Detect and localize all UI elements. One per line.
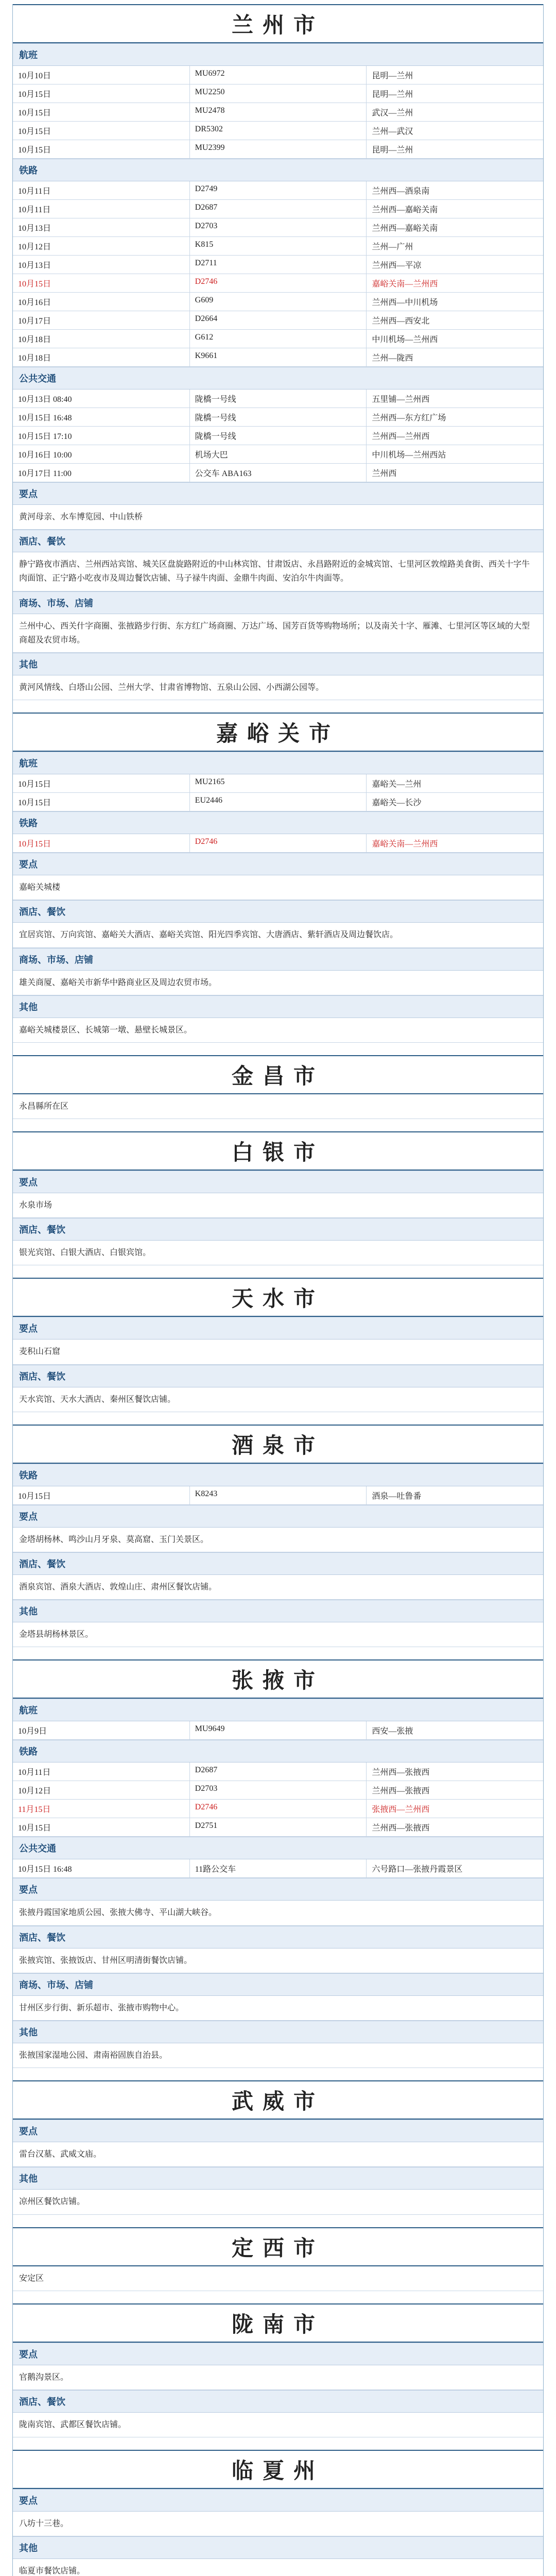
rail-route: 酒泉—吐鲁番 [372,1492,422,1501]
rail-date: 10月18日 [13,330,190,348]
bus-route: 兰州西—兰州西 [372,432,430,441]
section-text: 嘉峪关城楼 [13,875,543,900]
rail-date: 10月11日 [13,200,190,218]
flight-route: 嘉峪关—兰州 [372,780,422,789]
spacer [13,1265,543,1278]
rail-date: 10月11日 [13,181,190,199]
rail-date: 10月17日 [13,311,190,329]
city-title: 兰州市 [13,4,543,43]
spacer [13,2068,543,2080]
section-text: 银光宾馆、白银大酒店、白银宾馆。 [13,1241,543,1265]
section-label: 酒店、餐饮 [13,1926,543,1948]
bus-code: 机场大巴 [190,445,367,463]
city-title: 白银市 [13,1131,543,1171]
rail-date: 10月18日 [13,348,190,366]
rail-row [13,1800,543,1818]
rail-date: 10月13日 [13,218,190,236]
bus-date: 10月15日 16:48 [13,408,190,426]
city-title: 天水市 [13,1278,543,1317]
bus-date: 10月16日 10:00 [13,445,190,463]
bus-code: 公交车 ABA163 [190,464,367,482]
rail-code: D2746 [190,274,367,292]
bus-header: 公共交通 [13,1837,543,1859]
rail-header: 铁路 [13,1740,543,1762]
city-title: 武威市 [13,2080,543,2120]
city-section [13,1131,543,1278]
rail-date: 11月15日 [13,1800,190,1818]
bus-code: 11路公交车 [190,1859,367,1877]
rail-code: D2751 [190,1818,367,1836]
rail-date: 10月15日 [13,274,190,292]
flight-header: 航班 [13,752,543,774]
rail-route: 兰州西—张掖西 [372,1768,430,1777]
city-section [13,2450,543,2576]
city-section [13,2080,543,2227]
section-text: 安定区 [13,2266,543,2291]
flight-date: 10月15日 [13,140,190,158]
flight-row [13,793,543,811]
rail-header: 铁路 [13,159,543,181]
flight-code: MU2399 [190,140,367,158]
city-section [13,1278,543,1424]
section-text: 天水宾馆、天水大酒店、秦州区餐饮店铺。 [13,1387,543,1412]
rail-row [13,293,543,311]
rail-header: 铁路 [13,1464,543,1486]
section-text: 陇南宾馆、武都区餐饮店铺。 [13,2413,543,2437]
section-text: 张掖国家湿地公园、肃南裕固族自治县。 [13,2043,543,2068]
flight-row [13,140,543,159]
flight-date: 10月9日 [13,1721,190,1739]
rail-route: 兰州西—平凉 [372,261,422,270]
flight-row [13,774,543,793]
rail-row [13,181,543,200]
rail-row [13,237,543,256]
rail-date: 10月11日 [13,1762,190,1781]
spacer [13,2215,543,2227]
rail-row [13,1818,543,1837]
flight-code: MU2478 [190,103,367,121]
bus-header: 公共交通 [13,367,543,389]
rail-row [13,256,543,274]
rail-code: K8243 [190,1486,367,1504]
section-label: 酒店、餐饮 [13,1365,543,1387]
section-label: 商场、市场、店铺 [13,591,543,614]
city-section [13,713,543,1055]
rail-row [13,218,543,237]
rail-date: 10月13日 [13,256,190,274]
city-title: 张掖市 [13,1659,543,1699]
itinerary-page [12,4,544,2576]
section-text: 水泉市场 [13,1193,543,1218]
rail-code: D2664 [190,311,367,329]
rail-row [13,1762,543,1781]
section-text: 张掖宾馆、张掖饭店、甘州区明清街餐饮店铺。 [13,1948,543,1973]
rail-route: 嘉峪关南—兰州西 [372,280,438,289]
flight-code: EU2446 [190,793,367,811]
bus-date: 10月17日 11:00 [13,464,190,482]
city-section [13,4,543,713]
rail-route: 嘉峪关南—兰州西 [372,840,438,849]
flight-route: 武汉—兰州 [372,109,413,117]
flight-route: 昆明—兰州 [372,146,413,155]
section-label: 其他 [13,2021,543,2043]
section-text: 麦积山石窟 [13,1340,543,1364]
rail-date: 10月12日 [13,1781,190,1799]
rail-date: 10月15日 [13,1486,190,1504]
section-text: 八坊十三巷。 [13,2512,543,2536]
section-label: 酒店、餐饮 [13,2390,543,2413]
section-text: 官鹅沟景区。 [13,2365,543,2390]
rail-code: D2711 [190,256,367,274]
flight-row [13,1721,543,1740]
city-section [13,1659,543,2080]
section-text: 金塔胡杨林、鸣沙山月牙泉、莫高窟、玉门关景区。 [13,1528,543,1552]
bus-code: 陇橋一号线 [190,389,367,408]
bus-route: 五里铺—兰州西 [372,395,430,404]
rail-code: D2703 [190,218,367,236]
bus-row [13,427,543,445]
section-label: 要点 [13,2489,543,2512]
rail-date: 10月12日 [13,237,190,255]
flight-date: 10月15日 [13,122,190,140]
rail-row [13,274,543,293]
city-title: 酒泉市 [13,1425,543,1464]
rail-route: 兰州西—嘉峪关南 [372,224,438,233]
bus-route: 六号路口—张掖丹霞景区 [372,1865,463,1874]
flight-date: 10月10日 [13,66,190,84]
section-text: 雄关商厦、嘉峪关市新华中路商业区及周边农贸市场。 [13,971,543,995]
rail-route: 张掖西—兰州西 [372,1805,430,1815]
rail-code: G609 [190,293,367,311]
rail-route: 兰州—广州 [372,243,413,251]
rail-route: 兰州—陇西 [372,354,413,363]
spacer [13,700,543,713]
bus-row [13,445,543,464]
flight-code: MU6972 [190,66,367,84]
rail-code: D2746 [190,834,367,852]
rail-route: 兰州西—中川机场 [372,298,438,307]
rail-code: D2749 [190,181,367,199]
city-title: 定西市 [13,2227,543,2266]
section-text: 永昌縣所在区 [13,1094,543,1119]
flight-date: 10月15日 [13,774,190,792]
bus-code: 陇橋一号线 [190,427,367,445]
section-label: 其他 [13,1600,543,1622]
rail-row [13,834,543,853]
flight-row [13,84,543,103]
bus-route: 兰州西—东方红广场 [372,414,446,422]
flight-route: 昆明—兰州 [372,90,413,99]
section-label: 其他 [13,653,543,675]
section-text: 兰州中心、西关什字商圈、张掖路步行街、东方红广场商圈、万达广场、国芳百货等购物场所；以及南关十字、雁滩、七里河区等区域的大型商超及农贸市场。 [13,614,543,653]
section-label: 其他 [13,995,543,1018]
section-text: 静宁路夜市酒店、兰州西站宾馆、城关区盘旋路附近的中山林宾馆、甘肃饭店、永昌路附近的金城宾馆、七里河区敦煌路美食街、西关十字牛肉面馆、正宁路小吃夜市及周边餐饮店铺、马子禄牛肉面、金鼎牛肉面、安泊尔牛肉面等。 [13,552,543,591]
section-text: 黄河母亲、水车博览园、中山铁桥 [13,505,543,530]
section-label: 其他 [13,2167,543,2190]
flight-code: MU9649 [190,1721,367,1739]
city-title: 金昌市 [13,1055,543,1094]
flight-route: 昆明—兰州 [372,72,413,80]
city-section [13,2303,543,2450]
rail-row [13,1781,543,1800]
flight-route: 兰州—武汉 [372,127,413,136]
rail-code: D2687 [190,200,367,218]
section-text: 酒泉宾馆、酒泉大酒店、敦煌山庄、肃州区餐饮店铺。 [13,1575,543,1600]
section-label: 要点 [13,2343,543,2365]
bus-route: 中川机场—兰州西站 [372,451,446,460]
bus-row [13,464,543,482]
rail-route: 中川机场—兰州西 [372,335,438,344]
flight-code: MU2250 [190,84,367,103]
flight-date: 10月15日 [13,793,190,811]
rail-code: K815 [190,237,367,255]
rail-route: 兰州西—酒泉南 [372,187,430,196]
rail-row [13,311,543,330]
flight-row [13,103,543,122]
flight-row [13,66,543,84]
section-label: 商场、市场、店铺 [13,948,543,971]
bus-date: 10月15日 16:48 [13,1859,190,1877]
rail-route: 兰州西—张掖西 [372,1824,430,1833]
spacer [13,1412,543,1425]
section-label: 酒店、餐饮 [13,530,543,552]
rail-row [13,200,543,218]
rail-date: 10月15日 [13,1818,190,1836]
section-text: 临夏市餐饮店铺。 [13,2559,543,2576]
rail-code: G612 [190,330,367,348]
rail-date: 10月16日 [13,293,190,311]
city-section [13,2227,543,2303]
city-title: 陇南市 [13,2303,543,2343]
section-label: 酒店、餐饮 [13,1218,543,1241]
spacer [13,2291,543,2303]
section-label: 要点 [13,1171,543,1193]
section-text: 嘉峪关城楼景区、长城第一墩、悬壁长城景区。 [13,1018,543,1043]
bus-date: 10月15日 17:10 [13,427,190,445]
rail-code: D2687 [190,1762,367,1781]
section-label: 要点 [13,2120,543,2142]
section-text: 甘州区步行街、新乐超市、张掖市购物中心。 [13,1996,543,2021]
section-label: 要点 [13,1505,543,1528]
rail-route: 兰州西—张掖西 [372,1787,430,1796]
section-label: 酒店、餐饮 [13,900,543,923]
section-label: 要点 [13,853,543,875]
bus-row [13,408,543,427]
flight-row [13,122,543,140]
rail-code: D2746 [190,1800,367,1818]
section-label: 其他 [13,2536,543,2559]
spacer [13,2437,543,2450]
rail-date: 10月15日 [13,834,190,852]
rail-code: D2703 [190,1781,367,1799]
bus-row [13,1859,543,1878]
section-label: 要点 [13,482,543,505]
rail-header: 铁路 [13,811,543,834]
flight-code: MU2165 [190,774,367,792]
section-text: 凉州区餐饮店铺。 [13,2190,543,2214]
flight-date: 10月15日 [13,84,190,103]
section-label: 要点 [13,1878,543,1901]
rail-route: 兰州西—嘉峪关南 [372,206,438,214]
flight-date: 10月15日 [13,103,190,121]
section-text: 雷台汉墓、武威文庙。 [13,2142,543,2167]
rail-row [13,330,543,348]
section-label: 商场、市场、店铺 [13,1973,543,1996]
flight-header: 航班 [13,1699,543,1721]
bus-row [13,389,543,408]
section-text: 张掖丹霞国家地质公园、张掖大佛寺、平山湖大峡谷。 [13,1901,543,1925]
flight-route: 嘉峪关—长沙 [372,799,422,808]
flight-header: 航班 [13,43,543,66]
rail-code: K9661 [190,348,367,366]
section-text: 黄河风情线、白塔山公园、兰州大学、甘肃省博物馆、五泉山公园、小西湖公园等。 [13,675,543,700]
flight-route: 西安—张掖 [372,1727,413,1736]
city-title: 临夏州 [13,2450,543,2489]
section-label: 要点 [13,1317,543,1340]
spacer [13,1647,543,1659]
city-section [13,1055,543,1131]
bus-route: 兰州西 [372,469,397,478]
section-label: 酒店、餐饮 [13,1552,543,1575]
city-title: 嘉峪关市 [13,713,543,752]
spacer [13,1119,543,1131]
city-section [13,1425,543,1660]
bus-date: 10月13日 08:40 [13,389,190,408]
flight-code: DR5302 [190,122,367,140]
spacer [13,1043,543,1055]
section-text: 金塔县胡杨林景区。 [13,1622,543,1647]
section-text: 宜居宾馆、万向宾馆、嘉峪关大酒店、嘉峪关宾馆、阳光四季宾馆、大唐酒店、紫轩酒店及周边餐饮店。 [13,923,543,947]
rail-row [13,348,543,367]
bus-code: 陇橋一号线 [190,408,367,426]
rail-row [13,1486,543,1505]
rail-route: 兰州西—西安北 [372,317,430,326]
